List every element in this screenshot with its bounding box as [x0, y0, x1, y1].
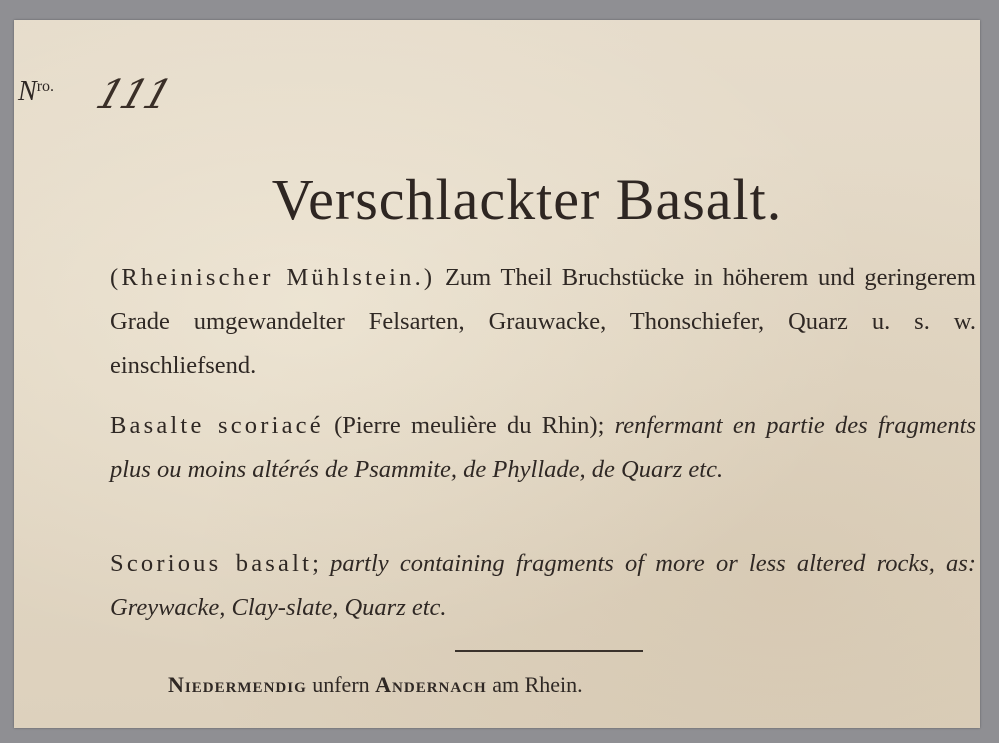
french-text: (Pierre meulière du Rhin); [323, 412, 615, 439]
german-text: Zum Theil Bruchstücke in höherem und geringerem Grade umgewandelter Felsarten, Grauwacke, Thonschiefer, Quarz u. s. w. einschliefsend. [110, 264, 976, 379]
number-prefix-suffix: ro. [36, 78, 55, 95]
specimen-label [14, 20, 980, 728]
number-prefix [18, 76, 54, 108]
locality-place-2: Andernach [375, 672, 487, 697]
locality-line [168, 672, 583, 698]
german-description [110, 256, 976, 388]
english-description [110, 542, 976, 630]
handwritten-number: 111 [90, 72, 176, 118]
german-lead: (Rheinischer Mühlstein.) [110, 264, 436, 291]
locality-place-1: Niedermendig [168, 672, 307, 697]
english-text: ; [312, 550, 331, 577]
french-italic: renfermant en partie des fragments plus ou moins altérés de Psammite, de Phyllade, de Quarz etc. [110, 412, 976, 483]
english-italic: partly containing fragments of more or less altered rocks, as: Greywacke, Clay-slate, Quarz etc. [110, 550, 976, 621]
number-prefix-letter: N [18, 76, 37, 107]
french-description [110, 404, 976, 492]
french-lead: Basalte scoriacé [110, 412, 324, 439]
locality-end: am Rhein. [486, 672, 583, 697]
locality-mid: unfern [306, 672, 376, 697]
specimen-title: Verschlackter Basalt. [271, 167, 783, 232]
english-lead: Scorious basalt [110, 550, 313, 577]
divider-rule [455, 650, 643, 652]
